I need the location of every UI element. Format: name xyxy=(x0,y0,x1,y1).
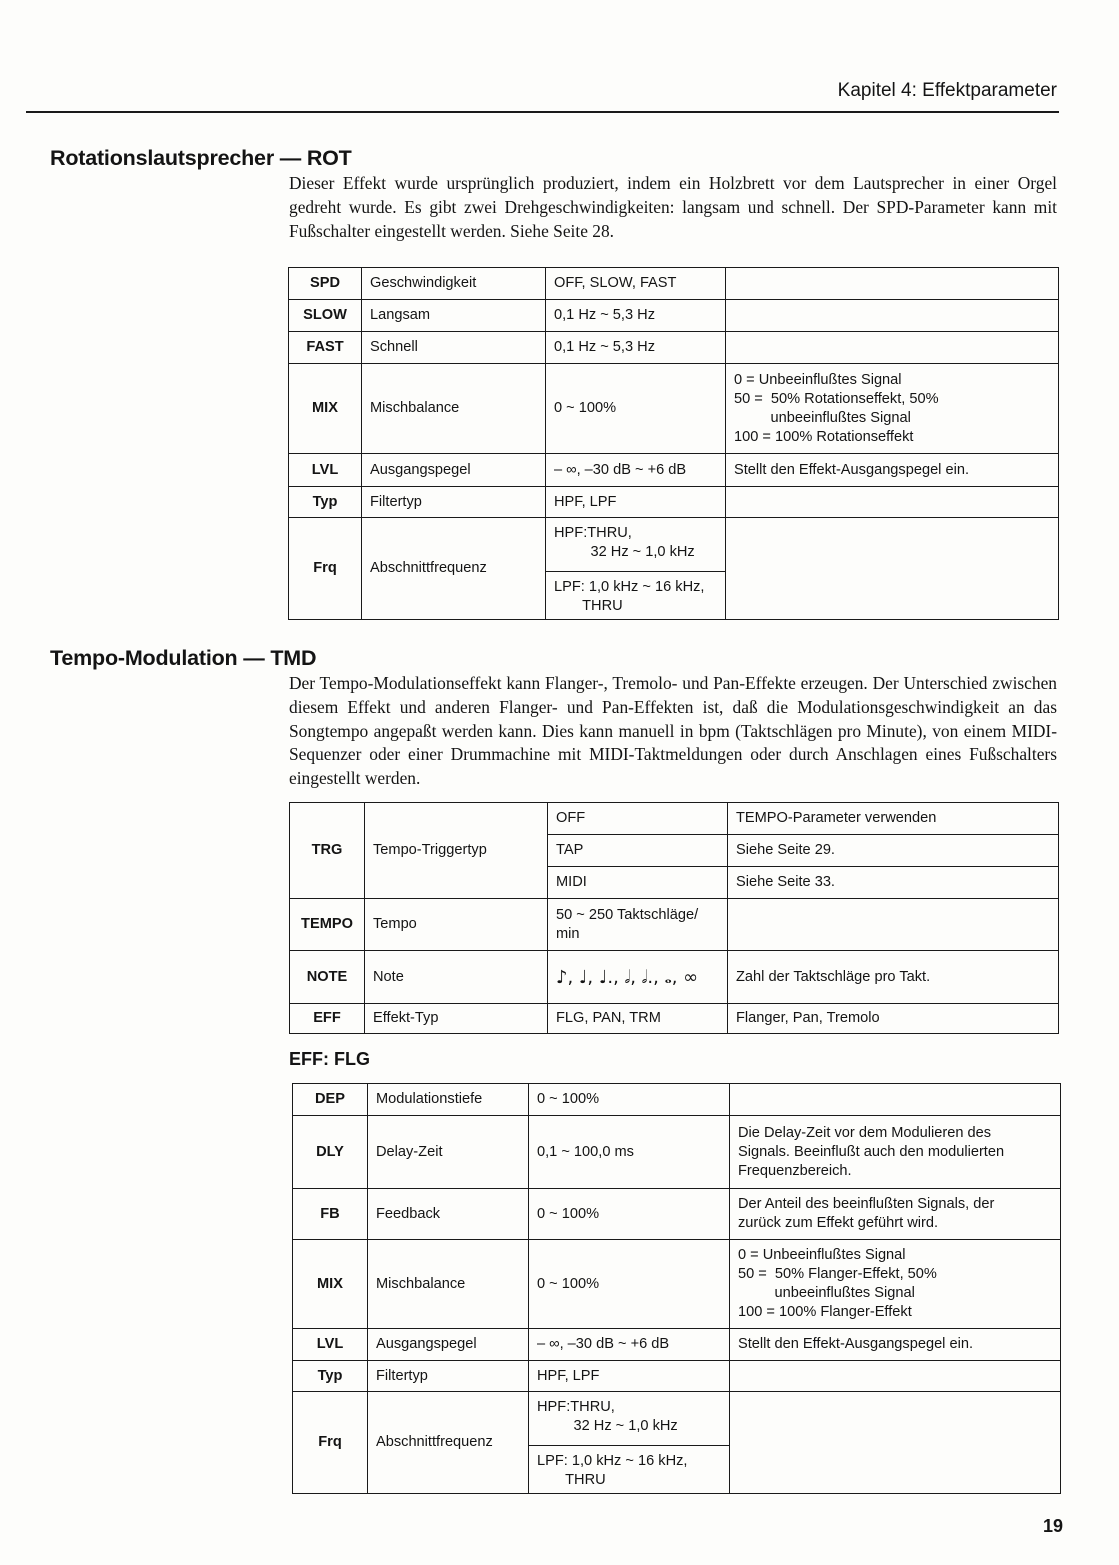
param-note: Zahl der Taktschläge pro Takt. xyxy=(728,951,1059,1004)
param-key: LVL xyxy=(293,1329,368,1361)
param-note: 0 = Unbeeinflußtes Signal 50 = 50% Flanger-Effekt, 50% unbeeinflußtes Signal 100 = 100% Flanger-Effekt xyxy=(730,1240,1061,1329)
param-name: Mischbalance xyxy=(362,364,546,454)
table-row xyxy=(293,1084,1061,1116)
flg-subsection-title: EFF: FLG xyxy=(289,1049,370,1069)
param-value: – ∞, –30 dB ~ +6 dB xyxy=(546,454,726,487)
param-value: 0 ~ 100% xyxy=(529,1084,730,1116)
note-symbols: ♪, ♩, ♩., 𝅗𝅥, 𝅗𝅥., 𝅝, ∞ xyxy=(548,951,728,1004)
param-key: SLOW xyxy=(289,300,362,332)
param-name: Ausgangspegel xyxy=(368,1329,529,1361)
table-row xyxy=(289,268,1059,300)
param-value-lpf: LPF: 1,0 kHz ~ 16 kHz, THRU xyxy=(546,572,726,620)
param-key: EFF xyxy=(290,1004,365,1034)
table-row xyxy=(293,1189,1061,1240)
table-row xyxy=(293,1116,1061,1189)
param-key: TEMPO xyxy=(290,899,365,951)
param-value: 0,1 Hz ~ 5,3 Hz xyxy=(546,300,726,332)
tmd-description: Der Tempo-Modulationseffekt kann Flanger-, Tremolo- und Pan-Effekte erzeugen. Der Unterschied zwischen diesem Effekt und anderen Flanger- und Pan-Effekten ist, daß die Modulationsgeschwindigkeit an das Songtempo angepaßt werden kann. Dies kann manuell in bpm (Taktschlägen pro Minute), von einem MIDI-Sequenzer oder einer Drummachine mit MIDI-Taktmeldungen oder durch Anschlagen eines Fußschalters eingestellt werden. xyxy=(289,673,1057,789)
tmd-section-title: Tempo-Modulation — TMD xyxy=(50,646,317,670)
param-key: DLY xyxy=(293,1116,368,1189)
param-value: OFF, SLOW, FAST xyxy=(546,268,726,300)
table-row xyxy=(293,1329,1061,1361)
param-value: 0,1 Hz ~ 5,3 Hz xyxy=(546,332,726,364)
table-row xyxy=(293,1361,1061,1392)
param-name: Effekt-Typ xyxy=(365,1004,548,1034)
param-key: NOTE xyxy=(290,951,365,1004)
param-key: LVL xyxy=(289,454,362,487)
param-key: TRG xyxy=(290,803,365,899)
param-name: Schnell xyxy=(362,332,546,364)
param-value-hpf: HPF:THRU, 32 Hz ~ 1,0 kHz xyxy=(546,518,726,572)
param-key: MIX xyxy=(293,1240,368,1329)
param-key: Typ xyxy=(293,1361,368,1392)
param-value: MIDI xyxy=(548,867,728,899)
rot-description: Dieser Effekt wurde ursprünglich produziert, indem ein Holzbrett vor dem Lautsprecher in einer Orgel gedreht wurde. Es gibt zwei Drehgeschwindigkeiten: langsam und schnell. Der SPD-Parameter kann mit Fußschalter eingestellt werden. Siehe Seite 28. xyxy=(289,173,1057,241)
param-note: Die Delay-Zeit vor dem Modulieren des Signals. Beeinflußt auch den modulierten Frequenzbereich. xyxy=(730,1116,1061,1189)
param-value: TAP xyxy=(548,835,728,867)
param-note xyxy=(730,1084,1061,1116)
param-note xyxy=(730,1361,1061,1392)
param-note: Siehe Seite 29. xyxy=(728,835,1059,867)
param-key: Frq xyxy=(293,1392,368,1494)
param-key: SPD xyxy=(289,268,362,300)
table-row xyxy=(289,364,1059,454)
param-note xyxy=(726,300,1059,332)
param-name: Filtertyp xyxy=(368,1361,529,1392)
param-note xyxy=(726,518,1059,620)
table-row xyxy=(290,1004,1059,1034)
param-value: OFF xyxy=(548,803,728,835)
flg-parameter-table xyxy=(292,1083,1061,1494)
param-note xyxy=(726,332,1059,364)
param-key: FB xyxy=(293,1189,368,1240)
table-row xyxy=(290,803,1059,835)
param-note: TEMPO-Parameter verwenden xyxy=(728,803,1059,835)
param-key: DEP xyxy=(293,1084,368,1116)
param-name: Modulationstiefe xyxy=(368,1084,529,1116)
param-name: Langsam xyxy=(362,300,546,332)
table-row xyxy=(289,454,1059,487)
param-value: 50 ~ 250 Taktschläge/ min xyxy=(548,899,728,951)
param-name: Ausgangspegel xyxy=(362,454,546,487)
param-note: Flanger, Pan, Tremolo xyxy=(728,1004,1059,1034)
param-value-lpf: LPF: 1,0 kHz ~ 16 kHz, THRU xyxy=(529,1446,730,1494)
param-value: 0 ~ 100% xyxy=(529,1189,730,1240)
param-value-hpf: HPF:THRU, 32 Hz ~ 1,0 kHz xyxy=(529,1392,730,1446)
param-value: – ∞, –30 dB ~ +6 dB xyxy=(529,1329,730,1361)
param-note: Siehe Seite 33. xyxy=(728,867,1059,899)
rot-parameter-table xyxy=(288,267,1059,620)
param-name: Tempo xyxy=(365,899,548,951)
param-name: Feedback xyxy=(368,1189,529,1240)
table-row xyxy=(293,1240,1061,1329)
tmd-parameter-table xyxy=(289,802,1059,1034)
param-note xyxy=(726,268,1059,300)
param-value: 0,1 ~ 100,0 ms xyxy=(529,1116,730,1189)
param-name: Tempo-Triggertyp xyxy=(365,803,548,899)
param-note xyxy=(726,487,1059,518)
param-name: Mischbalance xyxy=(368,1240,529,1329)
param-key: Typ xyxy=(289,487,362,518)
param-value: 0 ~ 100% xyxy=(546,364,726,454)
param-key: MIX xyxy=(289,364,362,454)
param-name: Filtertyp xyxy=(362,487,546,518)
param-key: Frq xyxy=(289,518,362,620)
param-note: Der Anteil des beeinflußten Signals, der zurück zum Effekt geführt wird. xyxy=(730,1189,1061,1240)
param-note xyxy=(728,899,1059,951)
table-row xyxy=(289,300,1059,332)
table-row xyxy=(289,332,1059,364)
param-value: HPF, LPF xyxy=(529,1361,730,1392)
param-name: Abschnittfrequenz xyxy=(362,518,546,620)
param-note xyxy=(730,1392,1061,1494)
param-note: Stellt den Effekt-Ausgangspegel ein. xyxy=(726,454,1059,487)
table-row xyxy=(289,518,1059,572)
param-name: Abschnittfrequenz xyxy=(368,1392,529,1494)
param-value: 0 ~ 100% xyxy=(529,1240,730,1329)
table-row xyxy=(293,1392,1061,1446)
header-rule xyxy=(26,111,1059,113)
param-note: 0 = Unbeeinflußtes Signal 50 = 50% Rotationseffekt, 50% unbeeinflußtes Signal 100 = 100% Rotationseffekt xyxy=(726,364,1059,454)
param-value: HPF, LPF xyxy=(546,487,726,518)
chapter-header: Kapitel 4: Effektparameter xyxy=(837,80,1057,101)
param-name: Delay-Zeit xyxy=(368,1116,529,1189)
param-name: Geschwindigkeit xyxy=(362,268,546,300)
rot-section-title: Rotationslautsprecher — ROT xyxy=(50,146,352,170)
param-note: Stellt den Effekt-Ausgangspegel ein. xyxy=(730,1329,1061,1361)
page-number: 19 xyxy=(1042,1516,1063,1536)
param-value: FLG, PAN, TRM xyxy=(548,1004,728,1034)
table-row xyxy=(290,899,1059,951)
param-name: Note xyxy=(365,951,548,1004)
table-row xyxy=(289,487,1059,518)
param-key: FAST xyxy=(289,332,362,364)
table-row xyxy=(290,951,1059,1004)
